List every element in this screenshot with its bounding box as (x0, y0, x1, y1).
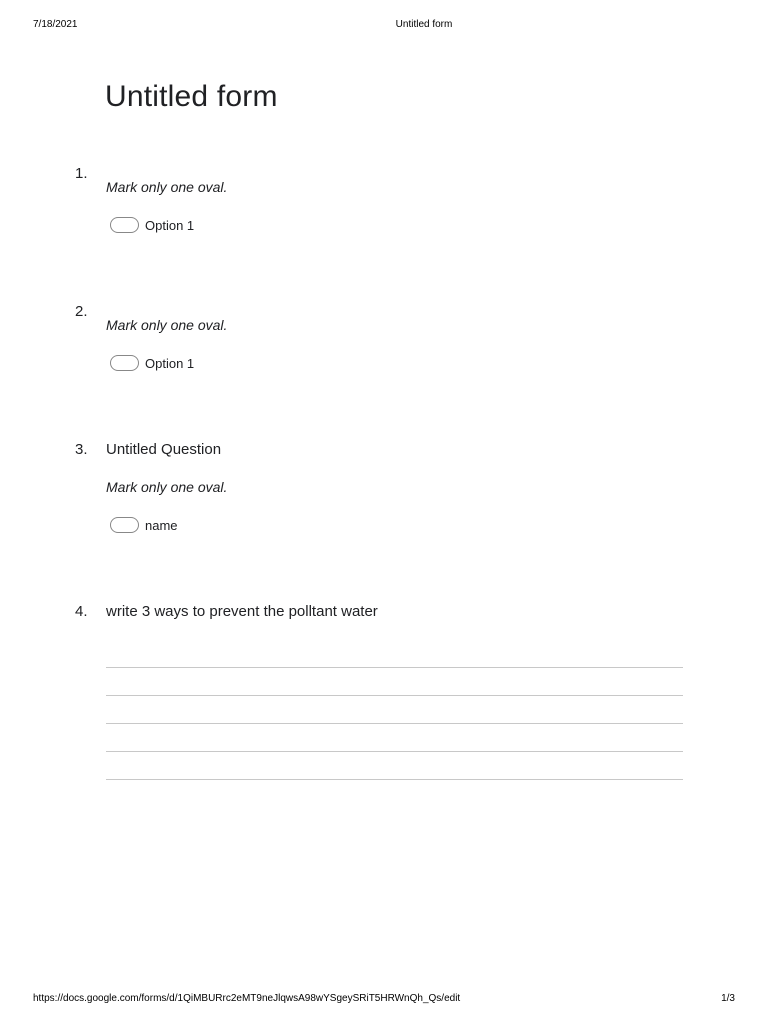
radio-oval-icon[interactable] (110, 355, 139, 371)
question-hint: Mark only one oval. (106, 317, 228, 333)
question-hint: Mark only one oval. (106, 179, 228, 195)
question-number: 1. (75, 165, 88, 182)
form-title: Untitled form (105, 80, 278, 113)
answer-line[interactable] (106, 695, 683, 696)
question-title: Untitled Question (106, 441, 222, 458)
question-number: 3. (75, 441, 88, 458)
answer-line[interactable] (106, 667, 683, 668)
option-label: Option 1 (145, 217, 195, 233)
radio-option[interactable] (110, 217, 194, 233)
print-footer-page-number: 1/3 (721, 993, 735, 1004)
print-footer-url: https://docs.google.com/forms/d/1QiMBURrc2eMT9neJlqwsA98wYSgeySRiT5HRWnQh_Qs/edit (33, 993, 461, 1004)
radio-option[interactable] (110, 517, 178, 533)
question-number: 4. (75, 603, 88, 620)
question-title: write 3 ways to prevent the polltant water (106, 603, 378, 620)
radio-option[interactable] (110, 355, 194, 371)
print-header-date: 7/18/2021 (33, 19, 78, 30)
radio-oval-icon[interactable] (110, 517, 139, 533)
option-label: name (145, 517, 178, 533)
answer-line[interactable] (106, 751, 683, 752)
radio-oval-icon[interactable] (110, 217, 139, 233)
answer-line[interactable] (106, 779, 683, 780)
print-header-title: Untitled form (395, 19, 453, 30)
answer-line[interactable] (106, 723, 683, 724)
question-hint: Mark only one oval. (106, 479, 228, 495)
option-label: Option 1 (145, 355, 195, 371)
question-number: 2. (75, 303, 88, 320)
